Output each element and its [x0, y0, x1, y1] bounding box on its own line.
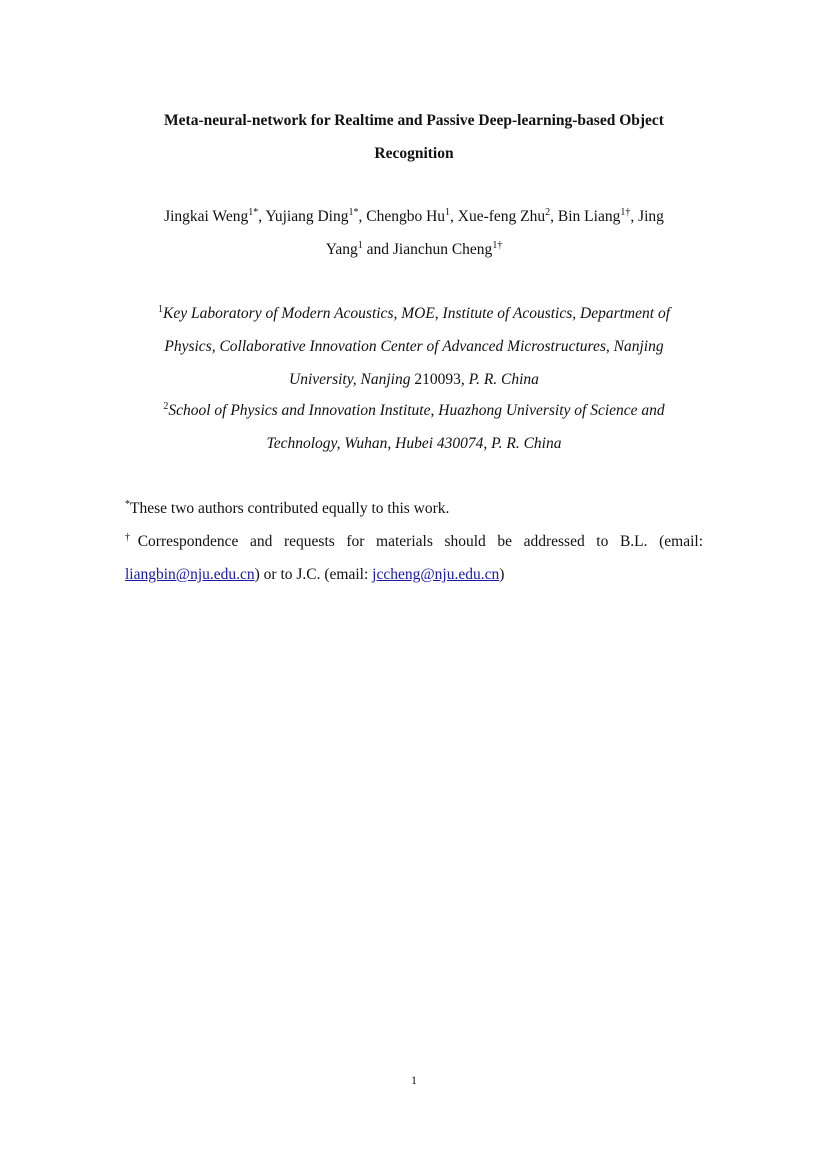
author-name: Yang [325, 241, 358, 258]
author-affil-mark: 1* [248, 207, 259, 218]
affiliation-text: University, Nanjing [289, 371, 415, 388]
author-name: Jing [638, 208, 664, 225]
affiliation-text: Key Laboratory of Modern Acoustics, MOE, Institute of Acoustics, Department of [163, 305, 670, 322]
correspondence-emails [125, 558, 703, 591]
affiliation-2-line-2 [125, 427, 703, 460]
author-separator: , [550, 208, 558, 225]
note-text: These two authors contributed equally to this work. [130, 500, 450, 517]
author-affil-mark: 1† [492, 240, 503, 251]
author-line-2 [125, 233, 703, 266]
note-mark: † [125, 532, 138, 543]
affiliation-1-line-2 [125, 330, 703, 363]
author-separator: , [258, 208, 266, 225]
author-separator: , [450, 208, 458, 225]
paper-title [130, 104, 698, 170]
author-separator: , [630, 208, 639, 225]
author-list [125, 200, 703, 266]
affiliation-text: School of Physics and Innovation Institute, Huazhong University of Science and [168, 402, 665, 419]
author-affil-mark: 1 [445, 207, 451, 218]
correspondence-note [125, 525, 703, 558]
author-and: and [362, 241, 393, 258]
affiliation-postcode: 210093 [414, 371, 461, 388]
paper-title-line-1: Meta-neural-network for Realtime and Passive Deep-learning-based Object [164, 112, 664, 129]
author-name: Jingkai Weng [164, 208, 249, 225]
note-mark: * [125, 499, 130, 510]
equal-contribution-note [125, 492, 703, 525]
author-affil-mark: 1* [348, 207, 359, 218]
affiliation-1-line-1 [125, 297, 703, 330]
email-link-cheng[interactable]: jccheng@nju.edu.cn [372, 566, 500, 583]
affiliation-mark: 1 [158, 304, 163, 315]
author-name: Jianchun Cheng [392, 241, 493, 258]
note-text: ) or to J.C. (email: [254, 566, 373, 583]
affiliation-text: Physics, Collaborative Innovation Center of Advanced Microstructures, Nanjing [164, 338, 664, 355]
author-name: Yujiang Ding [265, 208, 349, 225]
page-number: 1 [411, 1073, 417, 1087]
affiliation-text: Technology, Wuhan, Hubei 430074, P. R. China [266, 435, 562, 452]
author-affil-mark: 1† [620, 207, 631, 218]
affiliation-mark: 2 [163, 401, 169, 412]
affiliation-text: , P. R. China [460, 371, 539, 388]
paper-title-line-2: Recognition [374, 145, 454, 162]
email-link-liang[interactable]: liangbin@nju.edu.cn [125, 566, 255, 583]
affiliation-1 [125, 297, 703, 396]
affiliation-1-line-3 [125, 363, 703, 396]
affiliation-2 [125, 394, 703, 460]
note-text: ) [499, 566, 505, 583]
affiliation-2-line-1 [125, 394, 703, 427]
author-line-1 [125, 200, 703, 233]
author-name: Xue-feng Zhu [457, 208, 546, 225]
author-affil-mark: 2 [545, 207, 551, 218]
author-separator: , [358, 208, 367, 225]
author-name: Bin Liang [557, 208, 621, 225]
author-affil-mark: 1 [357, 240, 363, 251]
note-text: Correspondence and requests for materials should be addressed to B.L. (email: [137, 533, 703, 550]
author-name: Chengbo Hu [366, 208, 446, 225]
